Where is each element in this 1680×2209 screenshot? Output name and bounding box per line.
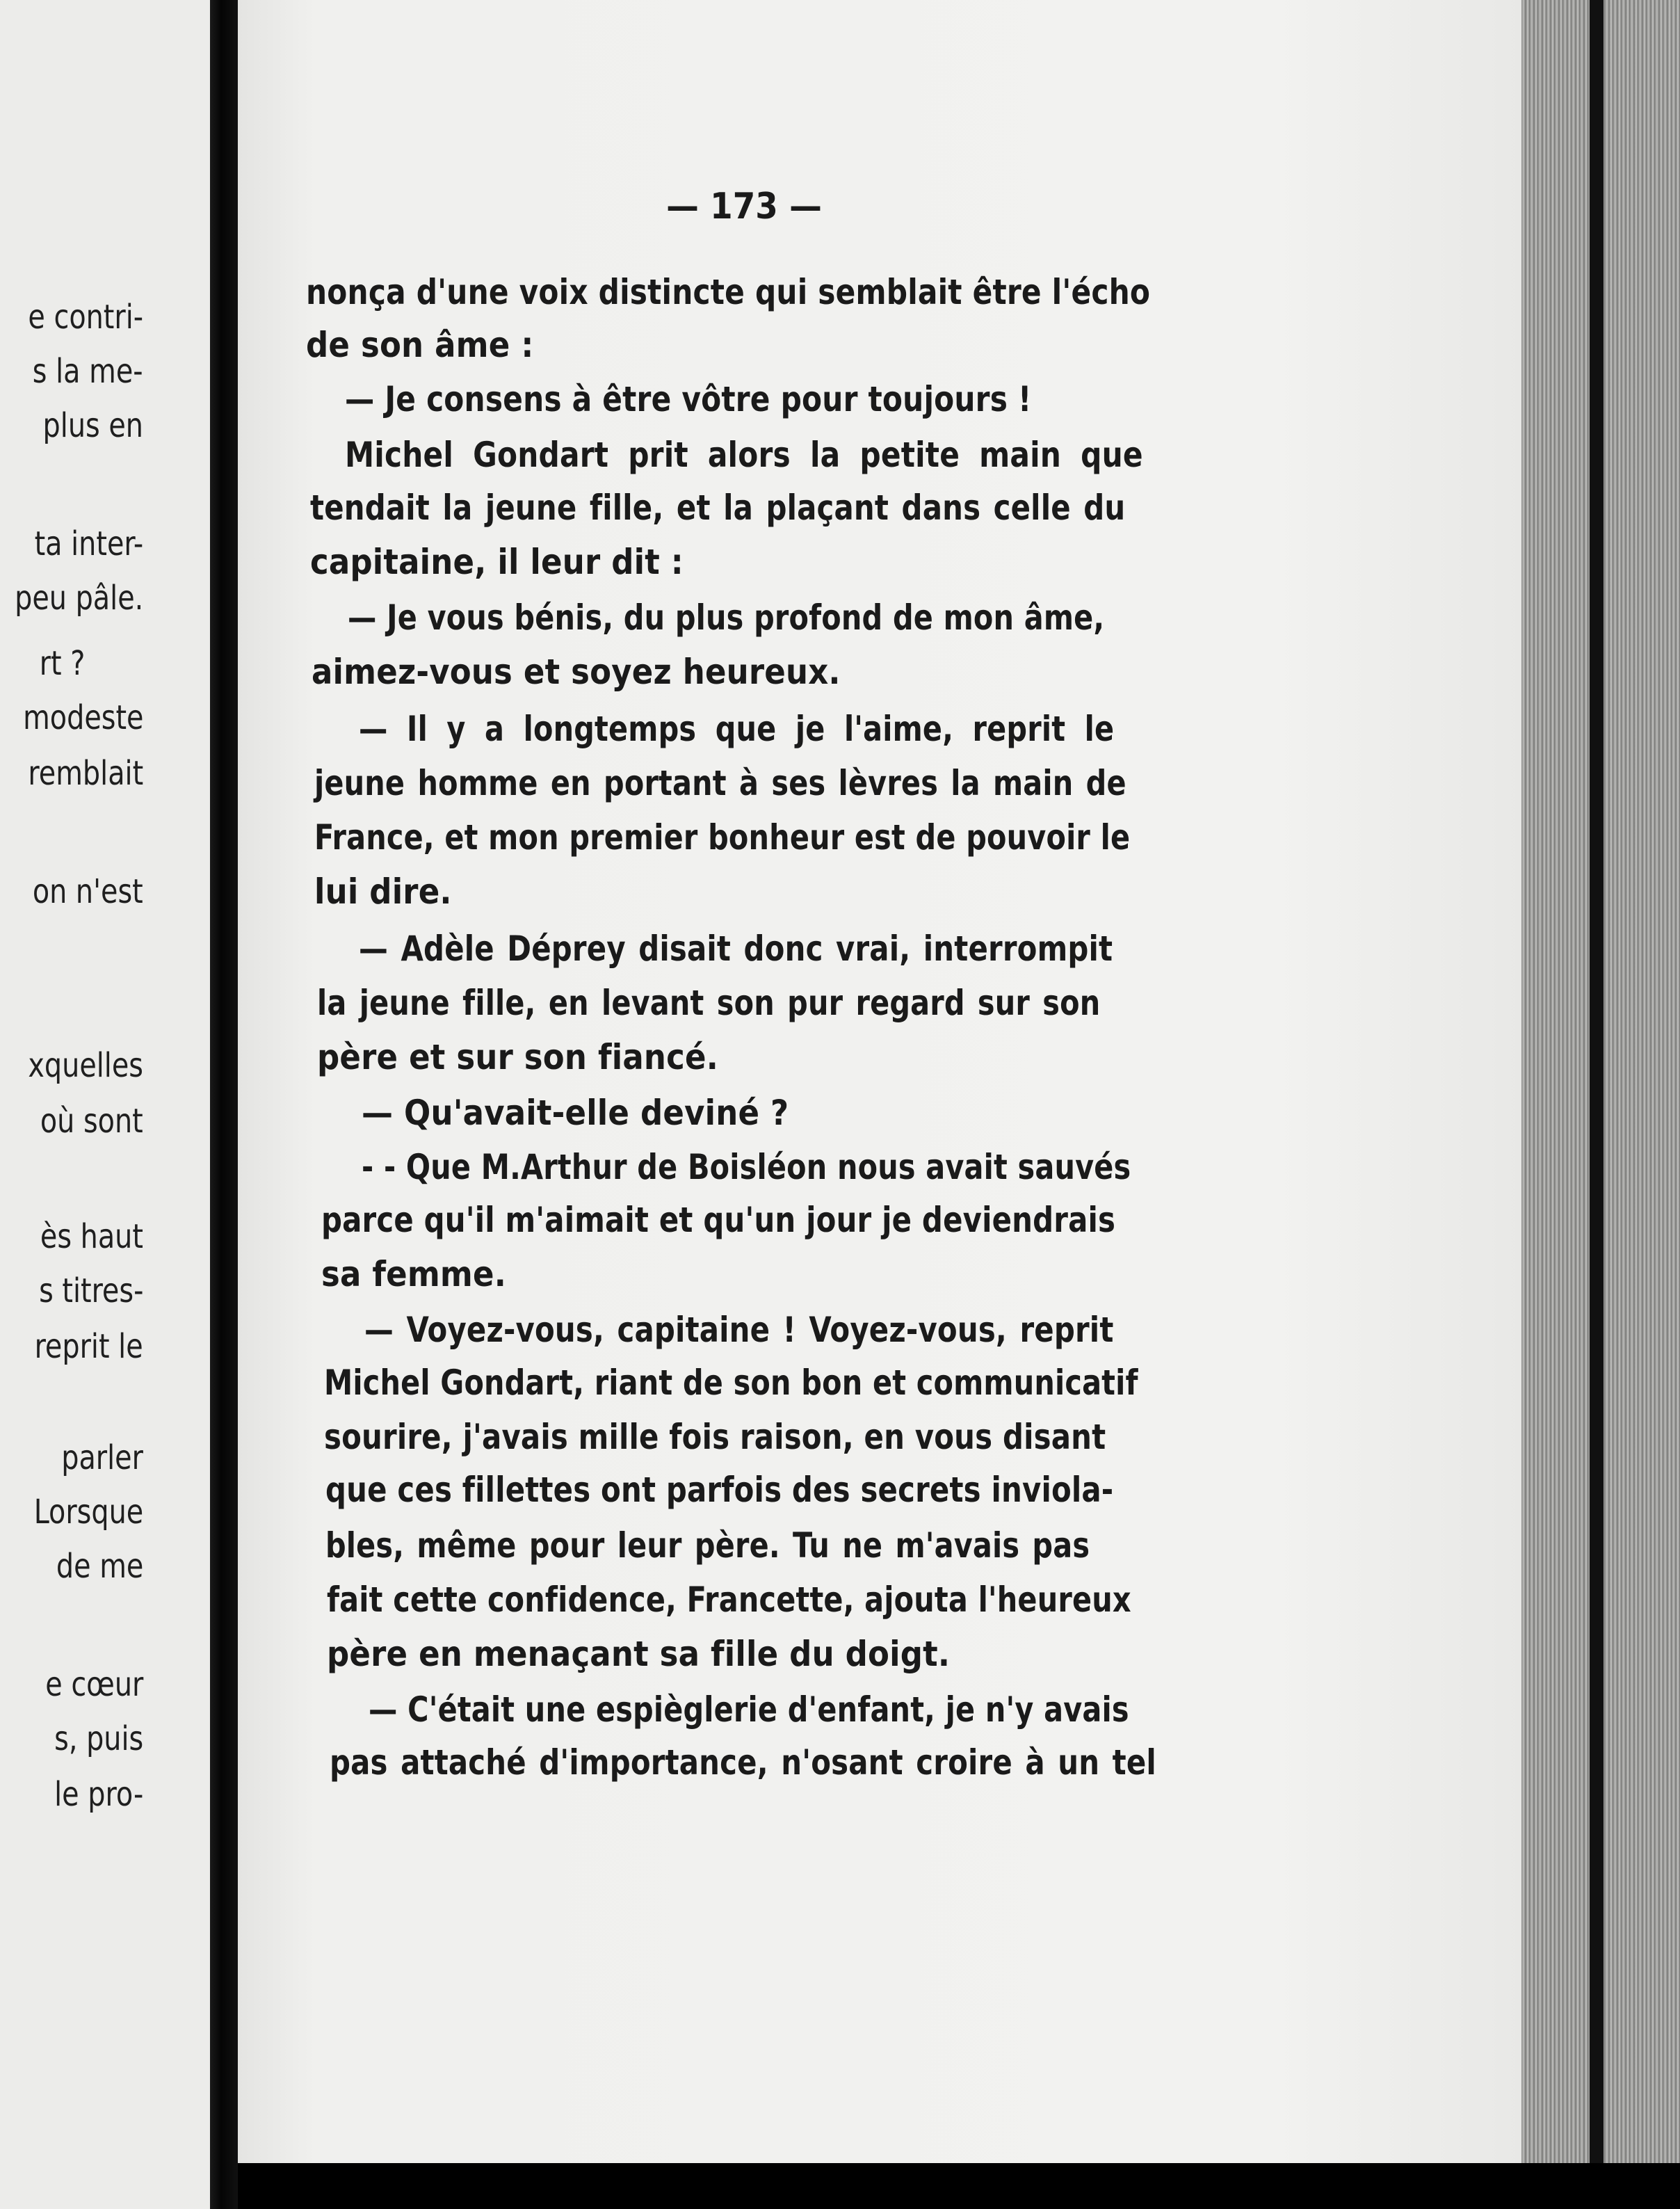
left-page-line: remblait — [28, 754, 143, 793]
text-line: père en menaçant sa fille du doigt. — [327, 1634, 951, 1674]
text-line: sa femme. — [321, 1254, 507, 1294]
left-page-line: e contri- — [28, 298, 143, 337]
left-page-line: s, puis — [54, 1719, 143, 1758]
text-line: capitaine, il leur dit : — [310, 542, 684, 582]
text-line: — Il y a longtemps que je l'aime, reprit le — [359, 709, 1115, 749]
text-line: tendait la jeune fille, et la plaçant dans celle du — [310, 488, 1126, 528]
text-line: pas attaché d'importance, n'osant croire à un tel — [330, 1742, 1156, 1783]
left-page-line: modeste — [22, 698, 143, 737]
text-line: lui dire. — [314, 871, 452, 912]
left-page-line: s titres- — [38, 1271, 143, 1310]
text-line: la jeune fille, en levant son pur regard sur son — [317, 983, 1101, 1023]
text-line: - - Que M.Arthur de Boisléon nous avait sauvés — [362, 1147, 1131, 1187]
left-page-line: rt ? — [39, 644, 85, 683]
left-page-line: s la me- — [33, 352, 143, 391]
text-line: France, et mon premier bonheur est de pouvoir le — [314, 817, 1131, 858]
left-page-line: ta inter- — [34, 524, 143, 563]
left-page-line: de me — [56, 1547, 143, 1586]
text-line: de son âme : — [306, 325, 534, 365]
text-line: aimez-vous et soyez heureux. — [312, 652, 841, 692]
text-line: — Je consens à être vôtre pour toujours ! — [345, 379, 1032, 419]
text-line: père et sur son fiancé. — [317, 1037, 718, 1077]
text-line: — Voyez-vous, capitaine ! Voyez-vous, reprit — [364, 1310, 1114, 1350]
left-page-line: xquelles — [28, 1046, 143, 1085]
left-page-line: plus en — [42, 406, 143, 445]
text-line: Michel Gondart, riant de son bon et communicatif — [324, 1363, 1138, 1403]
text-line: — Adèle Déprey disait donc vrai, interrompit — [359, 929, 1113, 969]
text-line: — Qu'avait-elle deviné ? — [362, 1093, 789, 1133]
text-line: Michel Gondart prit alors la petite main que — [345, 435, 1143, 475]
left-page-line: peu pâle. — [14, 579, 143, 618]
left-page-line: on n'est — [33, 872, 143, 911]
left-page-line: Lorsque — [33, 1493, 143, 1532]
text-line: nonça d'une voix distincte qui semblait être l'écho — [306, 272, 1151, 312]
text-line: — Je vous bénis, du plus profond de mon âme, — [348, 597, 1105, 638]
text-line: — C'était une espièglerie d'enfant, je n'y avais — [369, 1689, 1129, 1730]
left-page-line: e cœur — [45, 1665, 143, 1704]
left-page-line: le pro- — [54, 1775, 143, 1814]
left-page-line: où sont — [40, 1102, 143, 1141]
left-page-line: ès haut — [40, 1217, 143, 1256]
text-line: fait cette confidence, Francette, ajouta l'heureux — [327, 1580, 1131, 1620]
text-line: parce qu'il m'aimait et qu'un jour je deviendrais — [321, 1200, 1116, 1240]
page-number: — 173 — — [666, 186, 822, 227]
left-page-line: parler — [61, 1438, 143, 1477]
left-page-line: reprit le — [34, 1327, 143, 1366]
text-line: bles, même pour leur père. Tu ne m'avais pas — [325, 1525, 1090, 1566]
text-line: sourire, j'avais mille fois raison, en vous disant — [324, 1417, 1106, 1457]
text-line: jeune homme en portant à ses lèvres la main de — [314, 763, 1126, 803]
text-line: que ces fillettes ont parfois des secrets inviola- — [325, 1470, 1114, 1510]
